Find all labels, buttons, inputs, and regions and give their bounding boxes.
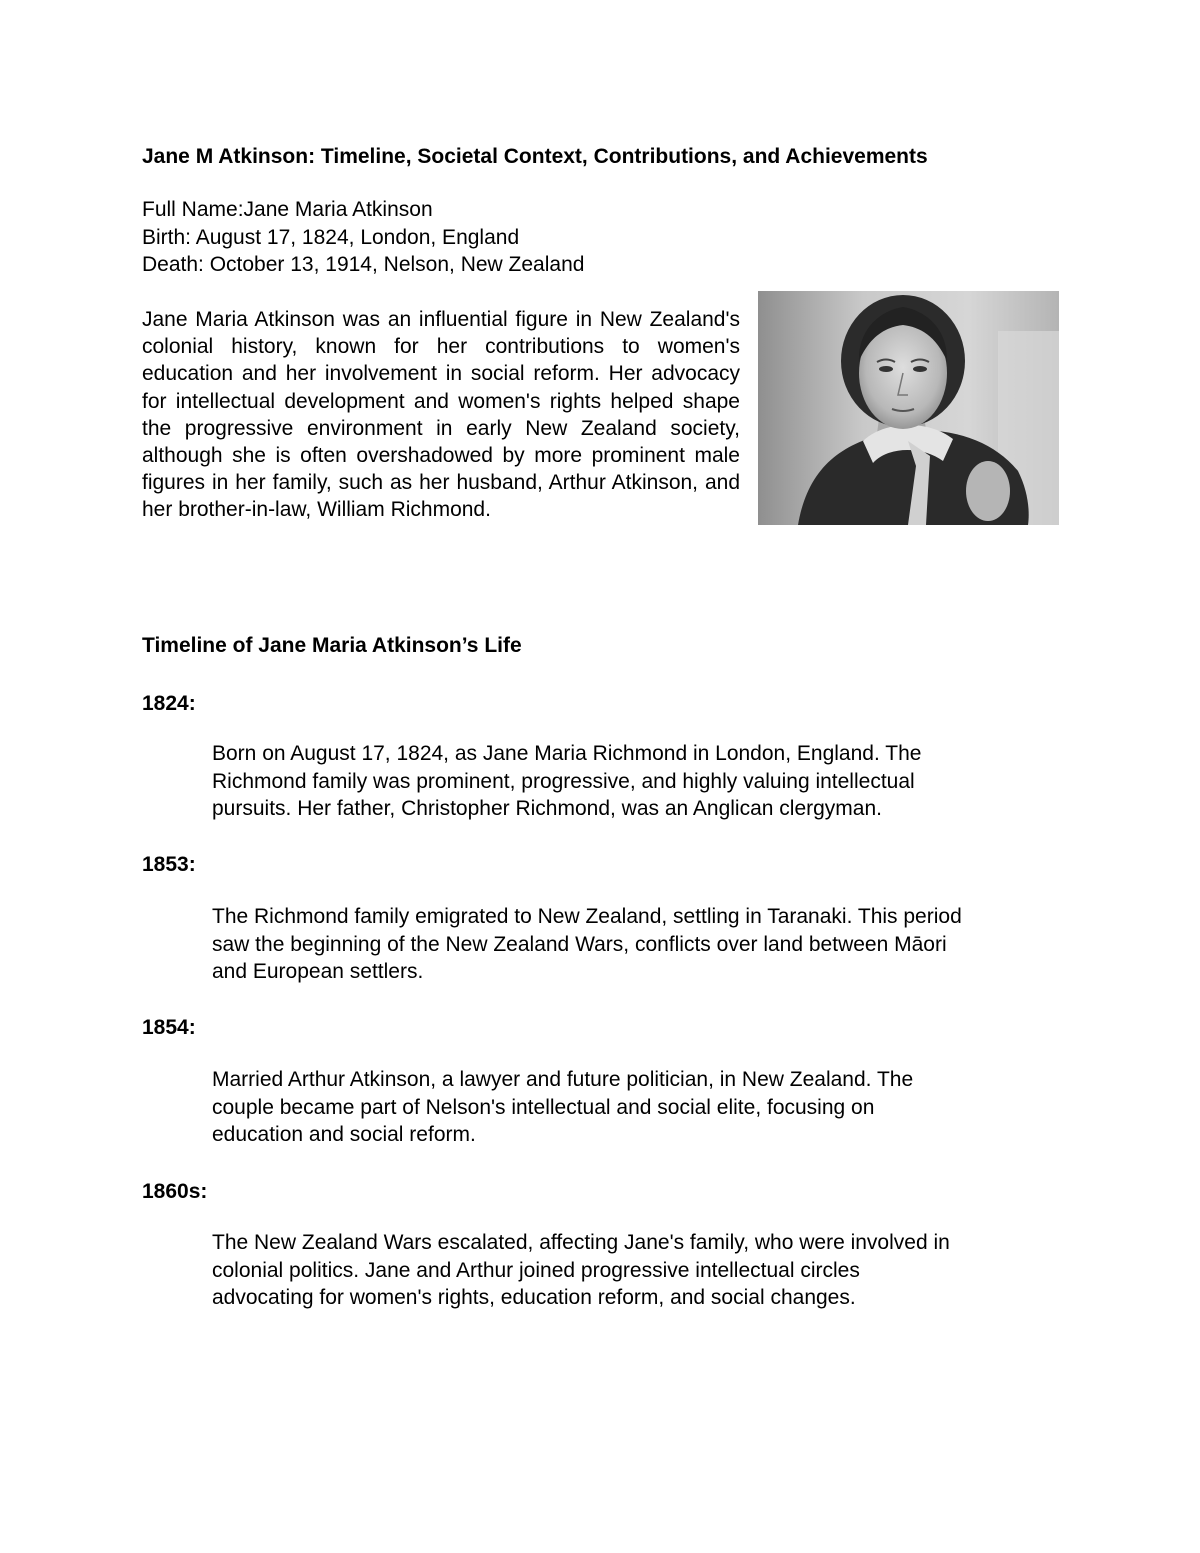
- intro-paragraph: [142, 306, 740, 524]
- portrait-photo: [758, 291, 1059, 525]
- intro-line: family, such as her husband, Arthur Atkinson, and her: [142, 471, 741, 522]
- timeline-year: 1854:: [142, 1016, 196, 1039]
- entry-line: saw the beginning of the New Zealand Wars, conflicts over land between Māori: [212, 932, 947, 956]
- entry-line: The Richmond family emigrated to New Zealand, settling in Taranaki. This period: [212, 905, 962, 928]
- entry-line: colonial politics. Jane and Arthur joined progressive intellectual circles: [212, 1258, 860, 1282]
- timeline-entry: [212, 903, 1072, 986]
- intro-line: Her advocacy for intellectual development and women's: [142, 362, 741, 413]
- timeline-entry: [212, 1229, 1072, 1312]
- entry-line: couple became part of Nelson's intellectual and social elite, focusing on: [212, 1095, 875, 1119]
- timeline-year: 1860s:: [142, 1180, 208, 1203]
- timeline-heading: Timeline of Jane Maria Atkinson’s Life: [142, 634, 522, 657]
- intro-line: Jane Maria Atkinson was an influential figure in New: [142, 308, 650, 331]
- intro-line: New Zealand society, although she is often: [142, 416, 740, 468]
- entry-line: and European settlers.: [212, 960, 424, 983]
- entry-line: Richmond family was prominent, progressive, and highly valuing intellectual: [212, 769, 915, 793]
- entry-line: advocating for women's rights, education reform, and social changes.: [212, 1286, 856, 1309]
- intro-line: brother-in-law, William Richmond.: [178, 498, 491, 522]
- entry-line: Born on August 17, 1824, as Jane Maria Richmond in London, England. The: [212, 742, 922, 765]
- document-title: Jane M Atkinson: Timeline, Societal Context, Contributions, and Achievements: [142, 145, 928, 168]
- entry-line: Married Arthur Atkinson, a lawyer and future politician, in New Zealand. The: [212, 1068, 914, 1091]
- intro-line: women's education and her involvement in social reform.: [142, 335, 740, 386]
- intro-line: rights helped shape the progressive environment in early: [142, 389, 740, 440]
- entry-line: pursuits. Her father, Christopher Richmond, was an Anglican clergyman.: [212, 797, 882, 820]
- timeline-entry: [212, 740, 1072, 823]
- timeline-year: 1853:: [142, 853, 196, 876]
- birth-line: Birth: August 17, 1824, London, England: [142, 225, 520, 249]
- timeline-entry: [212, 1066, 1072, 1149]
- intro-line: Zealand's colonial history, known for her contributions to: [142, 308, 740, 359]
- entry-line: education and social reform.: [212, 1123, 476, 1146]
- full-name-line: Full Name:Jane Maria Atkinson: [142, 198, 433, 221]
- death-line: Death: October 13, 1914, Nelson, New Zealand: [142, 253, 585, 276]
- timeline-year: 1824:: [142, 692, 196, 715]
- portrait-image: [758, 291, 1059, 525]
- facts-block: [142, 196, 584, 279]
- intro-line: overshadowed by more prominent male figures in her: [142, 444, 740, 495]
- entry-line: The New Zealand Wars escalated, affecting Jane's family, who were involved in: [212, 1231, 950, 1254]
